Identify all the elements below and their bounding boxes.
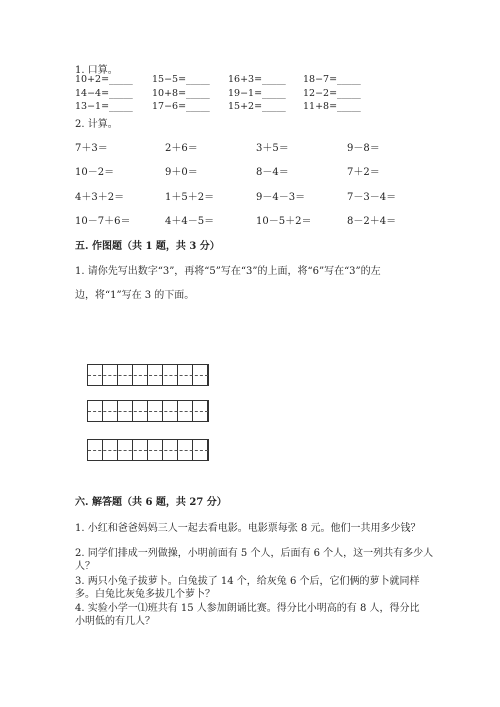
part5-heading: 五. 作图题（共 1 题，共 3 分） [75, 241, 220, 252]
jisuan-2-4: 7＋2＝ [347, 167, 380, 178]
kousuan-3-2: 17−6=_____ [152, 101, 210, 112]
part6-question-4-line1: 4. 实验小学一⑴班共有 15 人参加朗诵比赛。得分比小明高的有 8 人，得分比 [75, 603, 420, 614]
kousuan-1-4: 18−7=_____ [303, 74, 361, 85]
jisuan-4-1: 10－7＋6＝ [75, 216, 131, 227]
jisuan-3-3: 9－4－3＝ [256, 192, 306, 203]
jisuan-1-2: 2＋6＝ [165, 143, 198, 154]
jisuan-4-2: 4＋4－5＝ [165, 216, 215, 227]
jisuan-2-2: 9＋0＝ [165, 167, 198, 178]
jisuan-3-1: 4＋3＋2＝ [75, 192, 125, 203]
writing-grid-2[interactable] [87, 400, 209, 422]
jisuan-2-1: 10－2＝ [75, 167, 115, 178]
kousuan-3-3: 15+2=_____ [228, 101, 286, 112]
kousuan-1-1: 10+2=_____ [75, 74, 133, 85]
writing-grid-3[interactable] [87, 439, 209, 461]
part6-question-2-line1: 2. 同学们排成一列做操，小明前面有 5 个人，后面有 6 个人，这一列共有多少人 [75, 548, 434, 559]
part5-question-line2: 边，将“1”写在 3 的下面。 [75, 290, 195, 301]
part6-question-4-line2: 小明低的有几人？ [75, 616, 155, 627]
section-1-title: 1. 口算。 [75, 65, 118, 76]
kousuan-2-1: 14−4=_____ [75, 88, 133, 99]
part6-heading: 六. 解答题（共 6 题，共 27 分） [75, 497, 227, 508]
part5-question-line1: 1. 请你先写出数字“3”，再将“5”写在“3”的上面，将“6”写在“3”的左 [75, 266, 381, 277]
jisuan-1-1: 7＋3＝ [75, 143, 108, 154]
jisuan-1-4: 9－8＝ [347, 143, 380, 154]
jisuan-2-3: 8－4＝ [256, 167, 289, 178]
kousuan-3-1: 13−1=_____ [75, 101, 133, 112]
kousuan-1-3: 16+3=_____ [228, 74, 286, 85]
kousuan-2-2: 10+8=_____ [152, 88, 210, 99]
kousuan-3-4: 11+8=_____ [303, 101, 361, 112]
kousuan-2-3: 19−1=_____ [228, 88, 286, 99]
part6-question-2-line2: 人？ [75, 561, 95, 572]
section-2-title: 2. 计算。 [75, 119, 118, 130]
part6-question-3-line2: 多。白兔比灰兔多拔几个萝卜？ [75, 589, 215, 600]
jisuan-4-4: 8－2＋4＝ [347, 216, 397, 227]
writing-grid-1[interactable] [87, 364, 209, 386]
kousuan-2-4: 12−2=_____ [303, 88, 361, 99]
kousuan-1-2: 15−5=_____ [152, 74, 210, 85]
jisuan-1-3: 3＋5＝ [256, 143, 289, 154]
part6-question-3-line1: 3. 两只小兔子拔萝卜。白兔拔了 14 个，给灰兔 6 个后，它们俩的萝卜就同样 [75, 576, 420, 587]
jisuan-3-4: 7－3－4＝ [347, 192, 397, 203]
part6-question-1: 1. 小红和爸爸妈妈三人一起去看电影。电影票每张 8 元。他们一共用多少钱？ [75, 523, 421, 534]
jisuan-4-3: 10－5＋2＝ [256, 216, 312, 227]
jisuan-3-2: 1＋5＋2＝ [165, 192, 215, 203]
